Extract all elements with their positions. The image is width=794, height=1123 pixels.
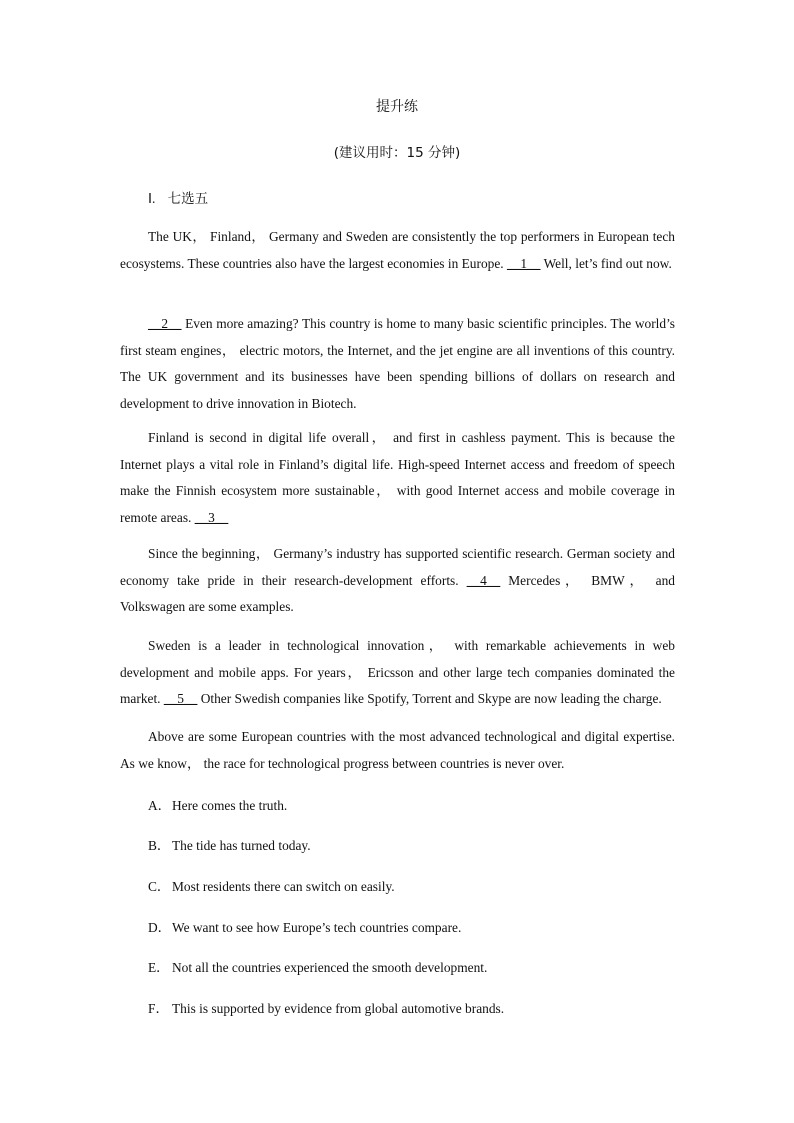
option-e (148, 957, 487, 976)
option-text: This is supported by evidence from global automotive brands. (172, 1001, 505, 1016)
paragraph-1 (120, 224, 675, 277)
paragraph-6 (120, 724, 675, 777)
paragraph-text: Finland is second in digital life overall， and first in cashless payment. This is because the Internet plays a vital role in Finland’s digital life. High-speed Internet access and freedom of speech make the Finnish ecosystem more sustainable， with good Internet access and mobile coverage in remote areas. (120, 430, 675, 525)
blank-1: __1__ (506, 255, 541, 271)
paragraph-3 (120, 425, 675, 531)
blank-2: __2__ (148, 316, 182, 331)
option-letter: B． (148, 838, 171, 853)
section-label: 七选五 (167, 191, 209, 207)
paragraph-text: The UK， Finland， Germany and Sweden are consistently the top performers in European tech ecosystems. These countries also have the largest economies in Europe. (120, 229, 675, 271)
option-c (148, 876, 395, 895)
option-d (148, 917, 461, 936)
paragraph-text: Other Swedish companies like Spotify, Torrent and Skype are now leading the charge. (197, 691, 662, 706)
paragraph-text: Since the beginning， Germany’s industry has supported scientific research. German society and economy take pride in their research-development efforts. (120, 546, 675, 588)
option-text: Most residents there can switch on easily. (172, 879, 395, 894)
option-letter: A． (148, 798, 172, 813)
paragraph-text: Well, let’s find out now. (540, 255, 672, 271)
suggested-time: (建议用时：15 分钟) (333, 145, 461, 161)
option-text: We want to see how Europe’s tech countries compare. (172, 920, 462, 935)
blank-3: __3__ (194, 509, 229, 525)
option-letter: E． (148, 960, 170, 975)
section-number: Ⅰ. (148, 191, 156, 206)
option-text: The tide has turned today. (172, 838, 311, 853)
option-letter: F． (148, 1001, 169, 1016)
option-letter: D． (148, 920, 172, 935)
paragraph-text: Sweden is a leader in technological innovation， with remarkable achievements in web development and mobile apps. For years， Ericsson and other large tech companies dominated the market. (120, 638, 675, 706)
option-text: Here comes the truth. (172, 798, 288, 813)
blank-5: __5__ (163, 691, 198, 706)
option-text: Not all the countries experienced the smooth development. (172, 960, 488, 975)
paragraph-4 (120, 541, 675, 621)
page-title: 提升练 (376, 99, 418, 115)
paragraph-2 (120, 311, 675, 417)
paragraph-text: Above are some European countries with the most advanced technological and digital expertise. As we know， the race for technological progress between countries is never over. (120, 729, 675, 771)
paragraph-text: Even more amazing? This country is home to many basic scientific principles. The world’s first steam engines， electric motors, the Internet, and the jet engine are all inventions of this country. The UK government and its businesses have been spending billions of dollars on research and development to drive innovation in Biotech. (120, 316, 675, 411)
option-b (148, 835, 311, 854)
paragraph-5 (120, 633, 675, 713)
blank-4: __4__ (466, 572, 501, 588)
section-heading (148, 187, 208, 207)
option-f (148, 998, 504, 1017)
option-a (148, 795, 287, 814)
paragraph-text: Mercedes， BMW， and Volkswagen are some examples. (120, 572, 676, 614)
option-letter: C． (148, 879, 171, 894)
